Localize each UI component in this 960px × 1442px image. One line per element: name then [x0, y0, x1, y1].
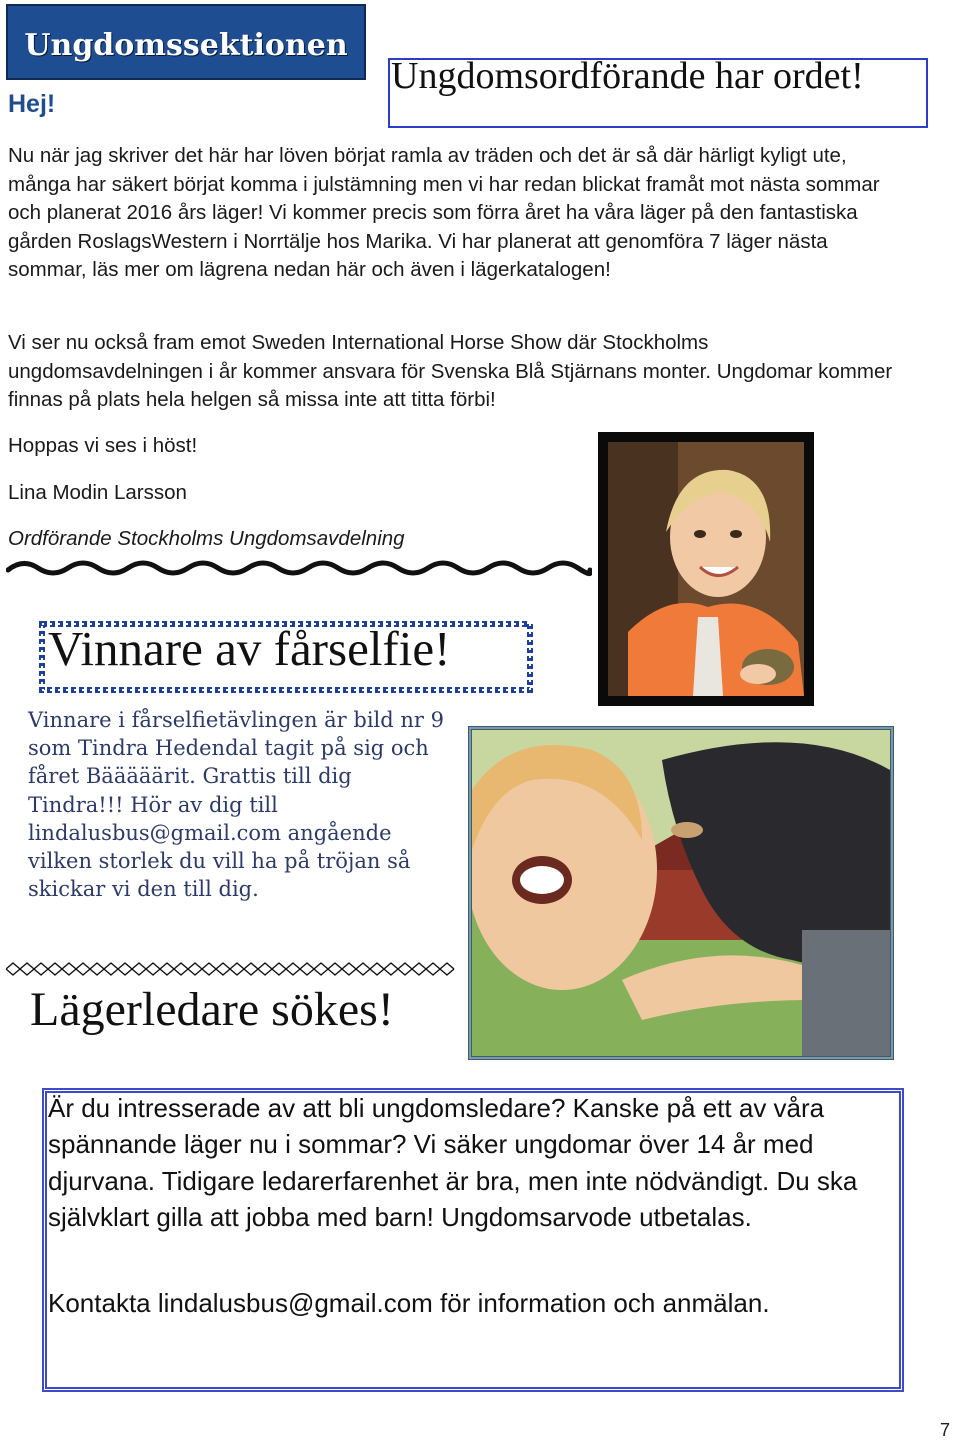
greeting: Hej! — [8, 90, 56, 118]
page-number: 7 — [940, 1420, 951, 1440]
signature-name: Lina Modin Larsson — [8, 481, 187, 504]
sheep-selfie-photo — [468, 726, 894, 1060]
leaders-contact: Kontakta lindalusbus@gmail.com för information och anmälan. — [48, 1288, 770, 1318]
wavy-divider — [6, 556, 592, 580]
letter-paragraph-1: Nu när jag skriver det här har löven börjat ramla av träden och det är så där härligt kyligt ute, många har säkert börjat komma i julstämning men vi har redan blickat framåt mot nästa sommar och planerat 2016 års läger! Vi kommer precis som förra året ha våra läger på den fantastiska gården RoslagsWestern i Norrtälje hos Marika. Vi har planerat att genomföra 7 läger nästa sommar, läs mer om lägrena nedan här och även i lägerkatalogen! — [8, 144, 880, 281]
portrait-illustration — [608, 442, 804, 696]
leaders-heading: Lägerledare sökes! — [30, 983, 394, 1036]
winner-text: Vinnare i fårselfietävlingen är bild nr 9 som Tindra Hedendal tagit på sig och fåret Bääääärit. Grattis till dig Tindra!!! Hör av dig till lindalusbus@gmail.com angående vilken storlek du vill ha på tröjan så skickar vi den till dig. — [28, 708, 444, 902]
selfie-illustration — [472, 730, 890, 1056]
page-headline: Ungdomsordförande har ordet! — [391, 55, 864, 97]
letter-paragraph-2: Vi ser nu också fram emot Sweden International Horse Show där Stockholms ungdomsavdelningen i år kommer ansvara för Svenska Blå Stjärnans monter. Ungdomar kommer finnas på plats hela helgen så missa inte att titta förbi! — [8, 331, 893, 411]
section-banner: Ungdomssektionen — [6, 4, 366, 80]
letter-closing: Hoppas vi ses i höst! — [8, 434, 198, 457]
signature-title: Ordförande Stockholms Ungdomsavdelning — [8, 527, 405, 550]
leaders-text: Är du intresserade av att bli ungdomsledare? Kanske på ett av våra spännande läger nu i sommar? Vi säker ungdomar över 14 år med djurvana. Tidigare ledarerfarenhet är bra, men inte nödvändigt. Du ska självklart gilla att jobba med barn! Ungdomsarvode utbetalas. — [48, 1093, 858, 1232]
zigzag-divider — [6, 962, 456, 976]
chairperson-photo — [598, 432, 814, 706]
winner-heading: Vinnare av fårselfie! — [48, 621, 451, 676]
